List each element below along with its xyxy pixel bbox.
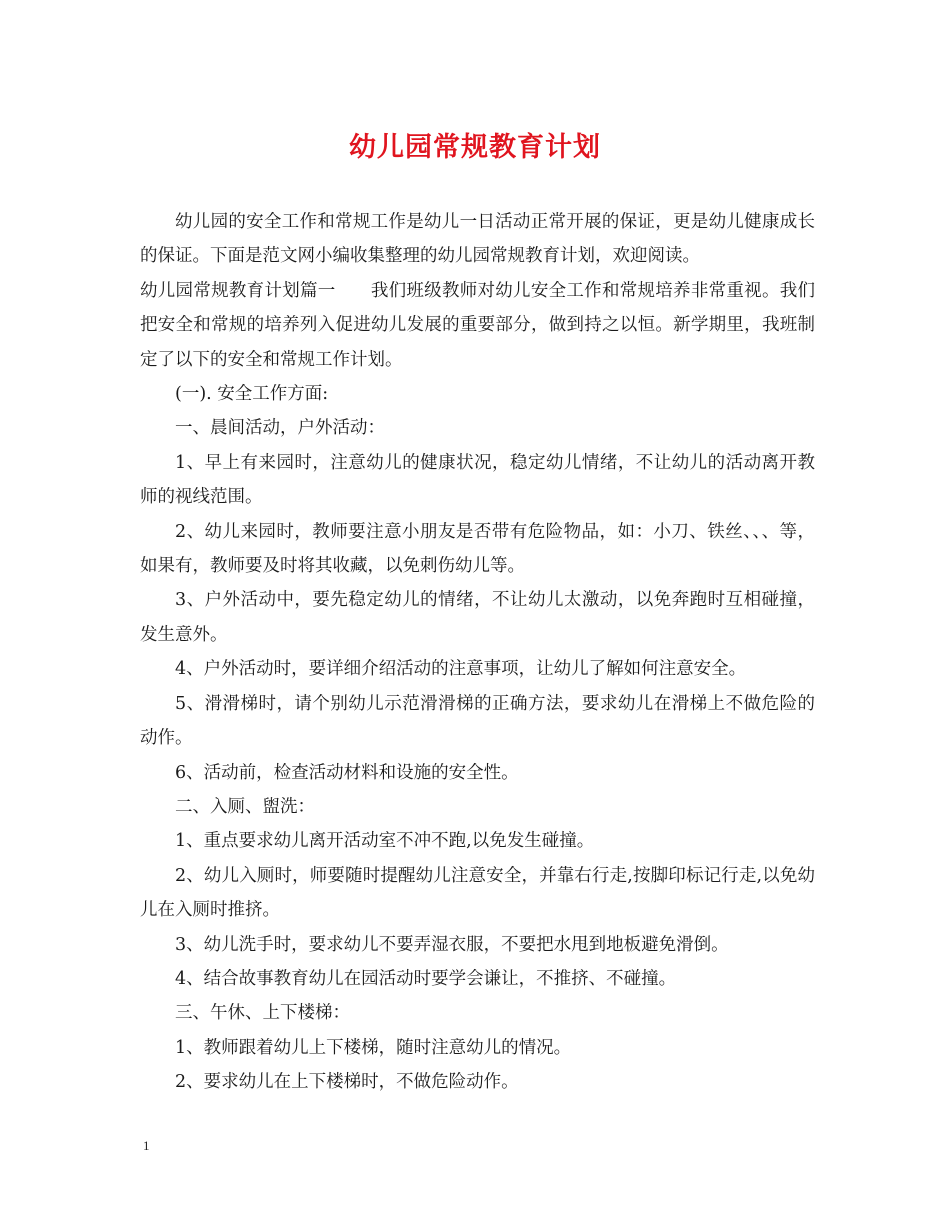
document-title: 幼儿园常规教育计划 [349,132,601,163]
list-item: 4、结合故事教育幼儿在园活动时要学会谦让，不推挤、不碰撞。 [175,968,677,989]
list-item: 3、户外活动中，要先稳定幼儿的情绪，不让幼儿太激动，以免奔跑时互相碰撞，发生意外。 [140,590,815,645]
list-item: 2、要求幼儿在上下楼梯时，不做危险动作。 [175,1072,519,1093]
intro-paragraph: 幼儿园的安全工作和常规工作是幼儿一日活动正常开展的保证，更是幼儿健康成长的保证。下面是范文网小编收集整理的幼儿园常规教育计划，欢迎阅读。 [140,212,815,267]
section-paragraph [140,274,815,377]
subsection-heading: (一). 安全工作方面: [175,384,329,405]
list-heading: 三、午休、上下楼梯： [175,1003,350,1024]
list-item: 1、重点要求幼儿离开活动室不冲不跑,以免发生碰撞。 [175,831,595,852]
list-item: 2、幼儿入厕时，师要随时提醒幼儿注意安全，并靠右行走,按脚印标记行走,以免幼儿在入厕时推挤。 [140,865,815,921]
list-item: 2、幼儿来园时，教师要注意小朋友是否带有危险物品，如：小刀、铁丝、、、等，如果有，教师要及时将其收藏，以免刺伤幼儿等。 [140,521,815,577]
list-item: 5、滑滑梯时，请个别幼儿示范滑滑梯的正确方法，要求幼儿在滑梯上不做危险的动作。 [140,693,815,749]
list-item: 1、教师跟着幼儿上下楼梯，随时注意幼儿的情况。 [175,1037,572,1058]
list-heading: 二、入厕、盥洗： [175,796,315,817]
list-item: 6、活动前，检查活动材料和设施的安全性。 [175,762,519,783]
page-number: 1 [143,1138,150,1153]
section-heading: 幼儿园常规教育计划篇一 [140,280,336,301]
list-heading: 一、晨间活动，户外活动： [175,418,385,439]
document-body [140,205,815,1100]
list-item: 1、早上有来园时，注意幼儿的健康状况，稳定幼儿情绪，不让幼儿的活动离开教师的视线范围。 [140,452,815,508]
list-item: 3、幼儿洗手时，要求幼儿不要弄湿衣服，不要把水甩到地板避免滑倒。 [175,934,729,955]
section-text: 我们班级教师对幼儿安全工作和常规培养非常重视。我们把安全和常规的培养列入促进幼儿发展的重要部分，做到持之以恒。新学期里，我班制定了以下的安全和常规工作计划。 [140,280,816,370]
list-item: 4、户外活动时，要详细介绍活动的注意事项，让幼儿了解如何注意安全。 [175,659,747,680]
